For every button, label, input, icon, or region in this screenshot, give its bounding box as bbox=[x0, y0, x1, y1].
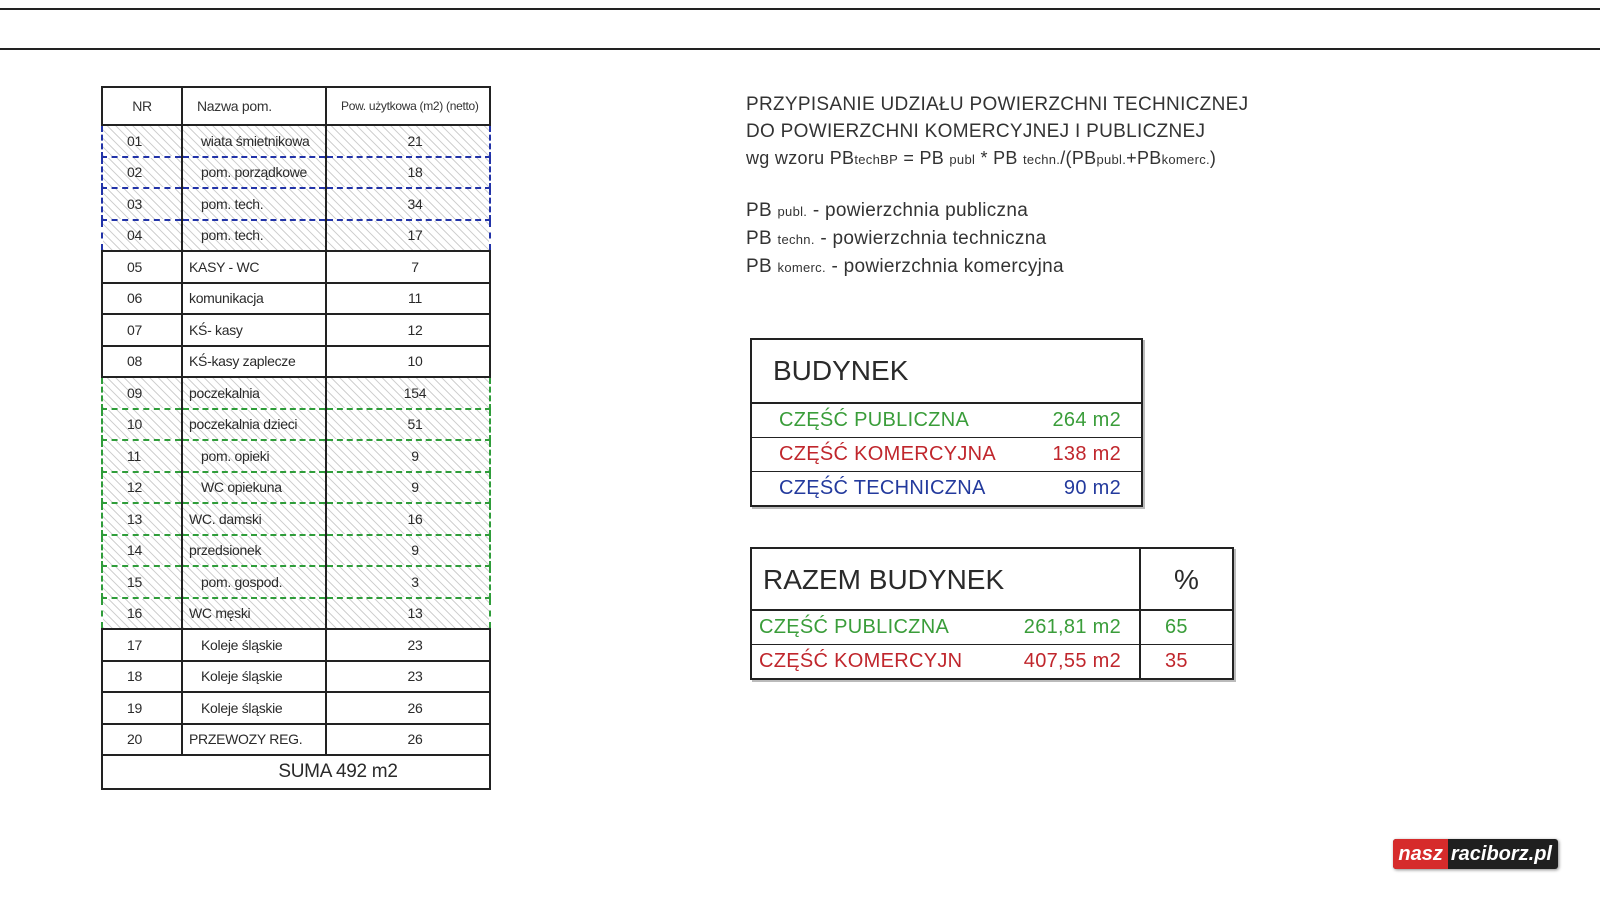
room-name: pom. opieki bbox=[182, 440, 326, 472]
room-number: 11 bbox=[102, 440, 182, 472]
budynek-row-label: CZĘŚĆ TECHNICZNA bbox=[779, 477, 986, 499]
formula-sub2: publ bbox=[949, 152, 976, 167]
razem-row-label: CZĘŚĆ PUBLICZNA bbox=[759, 616, 950, 638]
room-number: 03 bbox=[102, 188, 182, 220]
header-name: Nazwa pom. bbox=[182, 87, 326, 125]
logo-part1: nasz bbox=[1393, 839, 1447, 869]
budynek-row bbox=[752, 404, 1141, 437]
table-header-row bbox=[102, 87, 490, 125]
room-area: 9 bbox=[326, 440, 490, 472]
room-name: poczekalnia dzieci bbox=[182, 409, 326, 441]
razem-row bbox=[752, 611, 1232, 644]
razem-row-value: 261,81 m2 bbox=[1023, 616, 1121, 638]
formula-prefix: wg wzoru PB bbox=[746, 148, 855, 168]
table-row bbox=[102, 661, 490, 693]
def-abbr: komerc. bbox=[777, 260, 826, 275]
table-row bbox=[102, 724, 490, 756]
room-name: wiata śmietnikowa bbox=[182, 125, 326, 157]
room-area: 26 bbox=[326, 724, 490, 756]
table-row bbox=[102, 251, 490, 283]
formula-part6: ) bbox=[1209, 148, 1217, 168]
room-area: 23 bbox=[326, 661, 490, 693]
budynek-row-value: 138 m2 bbox=[1052, 443, 1121, 465]
sum-value: SUMA 492 m2 bbox=[102, 755, 490, 789]
table-row bbox=[102, 535, 490, 567]
room-number: 19 bbox=[102, 692, 182, 724]
room-number: 13 bbox=[102, 503, 182, 535]
room-number: 07 bbox=[102, 314, 182, 346]
table-row bbox=[102, 125, 490, 157]
logo-part2: raciborz.pl bbox=[1450, 842, 1552, 865]
budynek-row bbox=[752, 437, 1141, 471]
formula-part2: = PB bbox=[898, 148, 950, 168]
room-number: 12 bbox=[102, 472, 182, 504]
budynek-title: BUDYNEK bbox=[752, 340, 1141, 404]
def-abbr: techn. bbox=[777, 232, 815, 247]
room-name: pom. porządkowe bbox=[182, 157, 326, 189]
def-abbr: publ. bbox=[777, 204, 808, 219]
room-number: 09 bbox=[102, 377, 182, 409]
table-row bbox=[102, 629, 490, 661]
def-text: - powierzchnia publiczna bbox=[807, 200, 1029, 221]
room-area: 9 bbox=[326, 535, 490, 567]
header-nr: NR bbox=[102, 87, 182, 125]
top-rule bbox=[0, 8, 1600, 10]
def-pb: PB bbox=[746, 200, 778, 221]
table-row bbox=[102, 188, 490, 220]
site-logo bbox=[1393, 839, 1558, 869]
table-row bbox=[102, 283, 490, 315]
room-number: 01 bbox=[102, 125, 182, 157]
info-title-line1: PRZYPISANIE UDZIAŁU POWIERZCHNI TECHNICZNEJ bbox=[746, 94, 1249, 115]
room-name: pom. tech. bbox=[182, 188, 326, 220]
room-name: poczekalnia bbox=[182, 377, 326, 409]
formula-part4: /(PB bbox=[1060, 148, 1097, 168]
formula-sub5: komerc. bbox=[1161, 152, 1210, 167]
razem-row-percent: 35 bbox=[1139, 645, 1230, 678]
razem-budynek-box bbox=[750, 547, 1234, 680]
room-name: przedsionek bbox=[182, 535, 326, 567]
room-area: 34 bbox=[326, 188, 490, 220]
room-name: Koleje śląskie bbox=[182, 661, 326, 693]
room-area: 21 bbox=[326, 125, 490, 157]
room-number: 18 bbox=[102, 661, 182, 693]
table-row bbox=[102, 472, 490, 504]
table-row bbox=[102, 314, 490, 346]
table-row bbox=[102, 346, 490, 378]
table-row bbox=[102, 409, 490, 441]
room-name: KASY - WC bbox=[182, 251, 326, 283]
room-number: 02 bbox=[102, 157, 182, 189]
razem-row-value: 407,55 m2 bbox=[1023, 650, 1121, 672]
formula-part5: +PB bbox=[1126, 148, 1162, 168]
razem-row-percent: 65 bbox=[1139, 611, 1230, 644]
formula-sub3: techn. bbox=[1023, 152, 1061, 167]
table-row bbox=[102, 440, 490, 472]
room-name: komunikacja bbox=[182, 283, 326, 315]
budynek-row-value: 90 m2 bbox=[1063, 477, 1121, 499]
table-row bbox=[102, 598, 490, 630]
room-number: 20 bbox=[102, 724, 182, 756]
room-name: PRZEWOZY REG. bbox=[182, 724, 326, 756]
formula-part3: * PB bbox=[975, 148, 1023, 168]
def-text: - powierzchnia techniczna bbox=[814, 228, 1047, 249]
room-number: 04 bbox=[102, 220, 182, 252]
room-number: 15 bbox=[102, 566, 182, 598]
room-number: 06 bbox=[102, 283, 182, 315]
room-name: WC. damski bbox=[182, 503, 326, 535]
table-row bbox=[102, 220, 490, 252]
table-row bbox=[102, 157, 490, 189]
room-area: 13 bbox=[326, 598, 490, 630]
room-name: pom. tech. bbox=[182, 220, 326, 252]
budynek-row-value: 264 m2 bbox=[1052, 409, 1121, 431]
room-name: Koleje śląskie bbox=[182, 629, 326, 661]
def-text: - powierzchnia komercyjna bbox=[825, 256, 1064, 277]
formula-sub4: publ. bbox=[1096, 152, 1127, 167]
room-number: 08 bbox=[102, 346, 182, 378]
razem-header bbox=[752, 549, 1232, 611]
budynek-box bbox=[750, 338, 1143, 507]
definition-techn bbox=[746, 228, 1046, 250]
def-pb: PB bbox=[746, 256, 778, 277]
info-title-line2: DO POWIERZCHNI KOMERCYJNEJ I PUBLICZNEJ bbox=[746, 121, 1206, 142]
room-name: pom. gospod. bbox=[182, 566, 326, 598]
table-row bbox=[102, 692, 490, 724]
sum-row bbox=[102, 755, 490, 789]
room-name: Koleje śląskie bbox=[182, 692, 326, 724]
second-rule bbox=[0, 48, 1600, 50]
room-number: 16 bbox=[102, 598, 182, 630]
budynek-row-label: CZĘŚĆ PUBLICZNA bbox=[779, 409, 970, 431]
room-area-table bbox=[101, 86, 491, 790]
room-name: WC opiekuna bbox=[182, 472, 326, 504]
razem-title: RAZEM BUDYNEK bbox=[763, 564, 1005, 595]
formula-sub1: techBP bbox=[854, 152, 899, 167]
room-name: KŚ- kasy bbox=[182, 314, 326, 346]
budynek-row-label: CZĘŚĆ KOMERCYJNA bbox=[779, 443, 997, 465]
budynek-row bbox=[752, 471, 1141, 505]
room-area: 3 bbox=[326, 566, 490, 598]
razem-row-label: CZĘŚĆ KOMERCYJN bbox=[759, 650, 963, 672]
formula bbox=[746, 148, 1216, 169]
room-name: KŚ-kasy zaplecze bbox=[182, 346, 326, 378]
definition-komerc bbox=[746, 256, 1064, 278]
room-area: 9 bbox=[326, 472, 490, 504]
room-area: 7 bbox=[326, 251, 490, 283]
room-number: 17 bbox=[102, 629, 182, 661]
room-area: 12 bbox=[326, 314, 490, 346]
table-row bbox=[102, 377, 490, 409]
room-area: 154 bbox=[326, 377, 490, 409]
table-row bbox=[102, 503, 490, 535]
room-area: 17 bbox=[326, 220, 490, 252]
room-area: 10 bbox=[326, 346, 490, 378]
razem-row bbox=[752, 644, 1232, 678]
definition-publ bbox=[746, 200, 1028, 222]
room-number: 05 bbox=[102, 251, 182, 283]
room-number: 10 bbox=[102, 409, 182, 441]
room-name: WC męski bbox=[182, 598, 326, 630]
room-area: 26 bbox=[326, 692, 490, 724]
header-area: Pow. użytkowa (m2) (netto) bbox=[326, 87, 490, 125]
percent-header: % bbox=[1139, 549, 1232, 609]
room-number: 14 bbox=[102, 535, 182, 567]
table-row bbox=[102, 566, 490, 598]
def-pb: PB bbox=[746, 228, 778, 249]
room-area: 51 bbox=[326, 409, 490, 441]
room-area: 11 bbox=[326, 283, 490, 315]
room-area: 23 bbox=[326, 629, 490, 661]
room-area: 18 bbox=[326, 157, 490, 189]
room-area: 16 bbox=[326, 503, 490, 535]
